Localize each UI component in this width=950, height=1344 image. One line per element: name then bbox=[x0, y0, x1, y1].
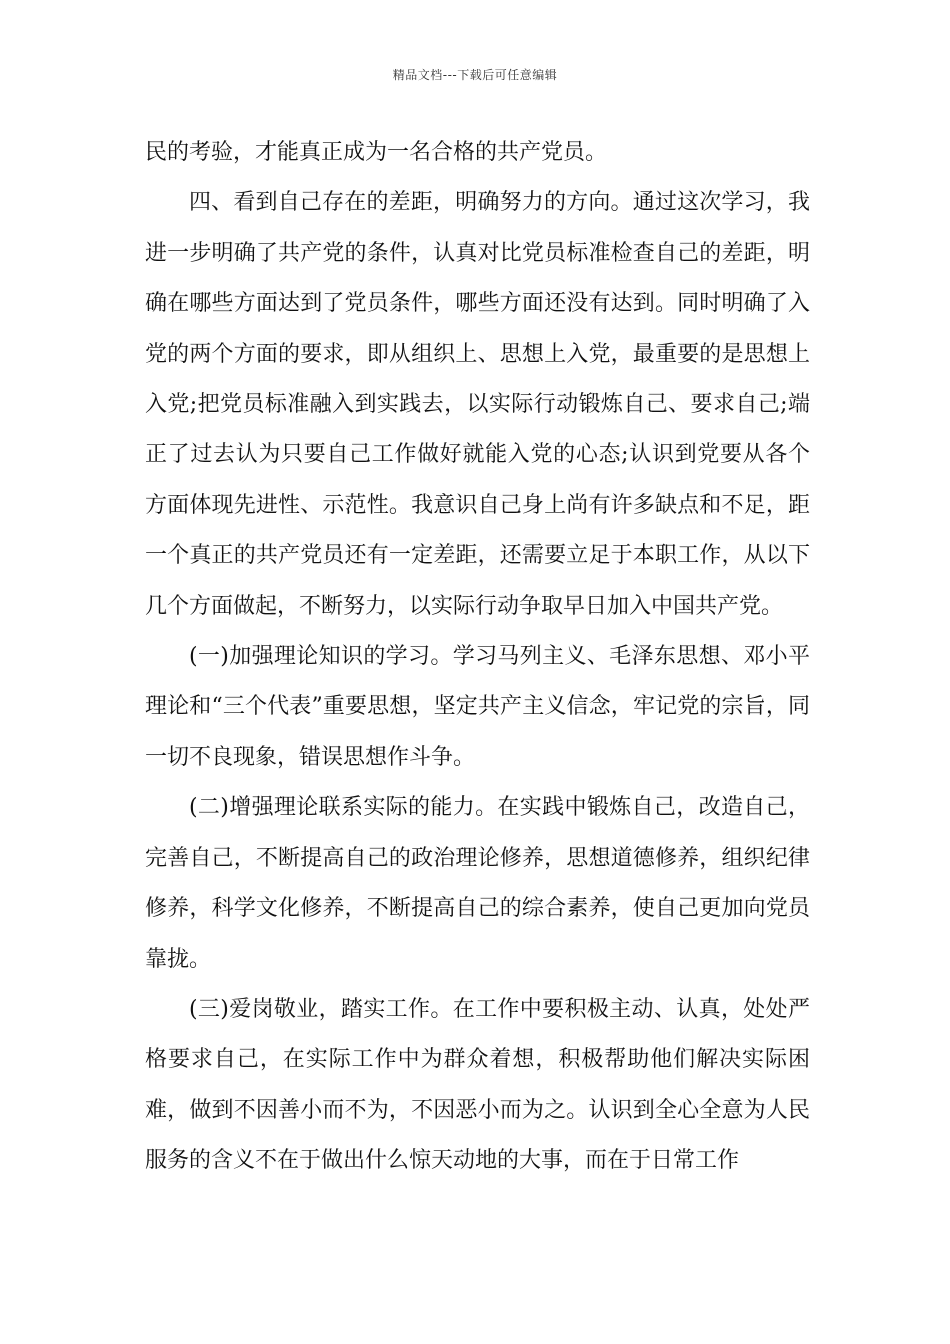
document-body bbox=[145, 128, 810, 1187]
paragraph-item-three: (三)爱岗敬业，踏实工作。在工作中要积极主动、认真，处处严格要求自己，在实际工作中为群众着想，积极帮助他们解决实际困难，做到不因善小而不为，不因恶小而为之。认识到全心全意为人民服务的含义不在于做出什么惊天动地的大事，而在于日常工作 bbox=[145, 996, 810, 1174]
paragraph-continuation: 民的考验，才能真正成为一名合格的共产党员。 bbox=[145, 140, 608, 165]
paragraph-section-four: 四、看到自己存在的差距，明确努力的方向。通过这次学习，我进一步明确了共产党的条件，认真对比党员标准检查自己的差距，明确在哪些方面达到了党员条件，哪些方面还没有达到。同时明确了入党的两个方面的要求，即从组织上、思想上入党，最重要的是思想上入党;把党员标准融入到实践去，以实际行动锻炼自己、要求自己;端正了过去认为只要自己工作做好就能入党的心态;认识到党要从各个方面体现先进性、示范性。我意识自己身上尚有许多缺点和不足，距一个真正的共产党员还有一定差距，还需要立足于本职工作，从以下几个方面做起，不断努力，以实际行动争取早日加入中国共产党。 bbox=[145, 190, 810, 619]
page-header: 精品文档---下载后可任意编辑 bbox=[392, 68, 558, 82]
paragraph-item-two: (二)增强理论联系实际的能力。在实践中锻炼自己，改造自己，完善自己，不断提高自己的政治理论修养，思想道德修养，组织纪律修养，科学文化修养，不断提高自己的综合素养，使自己更加向党员靠拢。 bbox=[145, 795, 810, 972]
paragraph-item-one: (一)加强理论知识的学习。学习马列主义、毛泽东思想、邓小平理论和“三个代表”重要思想，坚定共产主义信念，牢记党的宗旨，同一切不良现象，错误思想作斗争。 bbox=[145, 644, 810, 770]
